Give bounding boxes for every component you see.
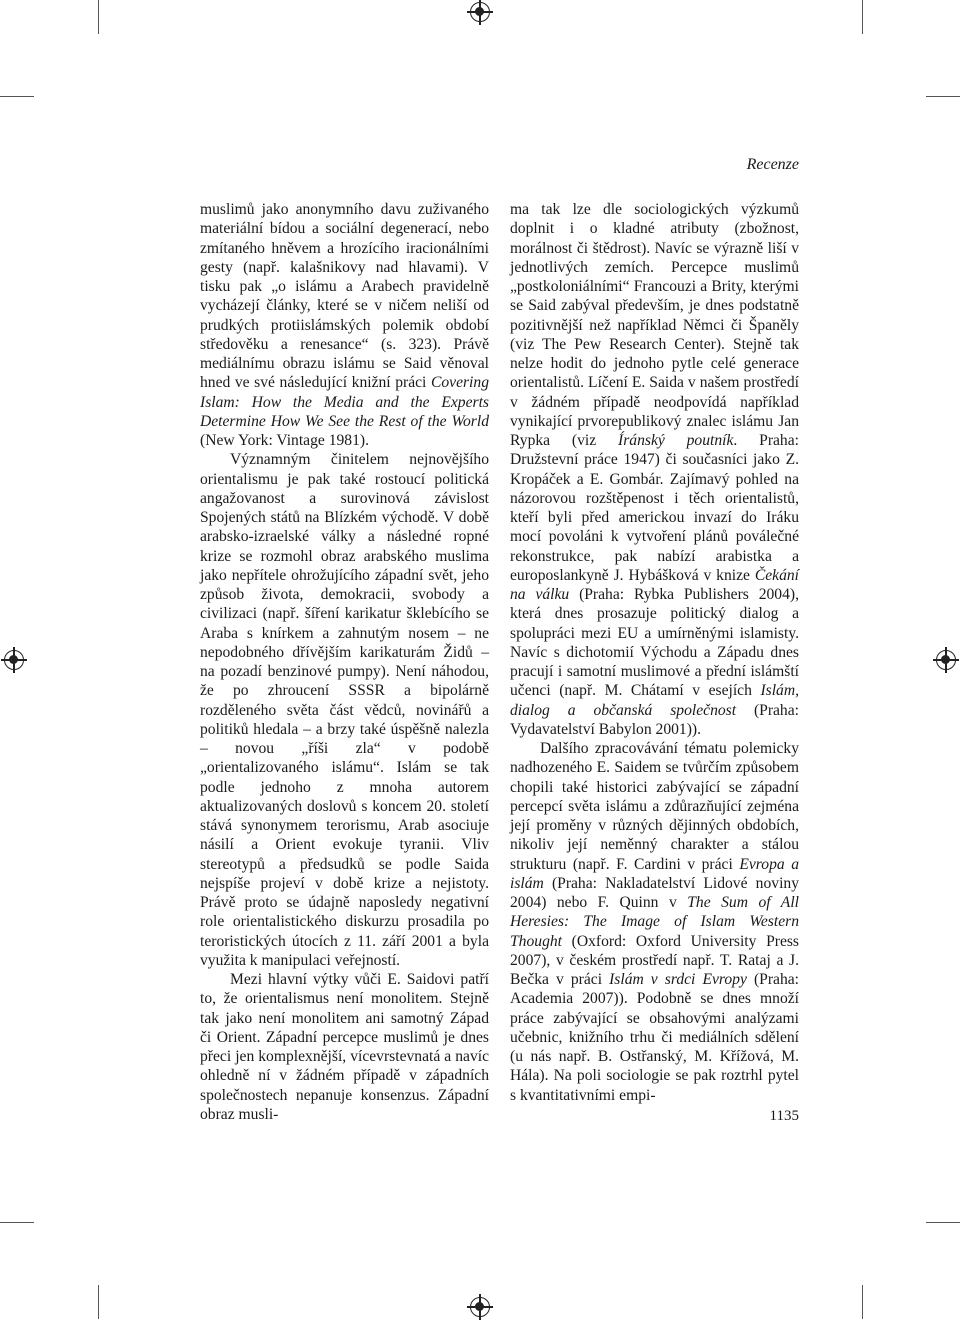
registration-mark-top-icon [470,2,490,22]
paragraph [200,200,489,450]
text-run: (Praha: Academia 2007)). Podobně se dnes množí práce zabývající se obsahovými analýzami učebnic, knižního trhu či mediálních sdělení (u nás např. B. Ostřanský, M. Křížová, M. Hála). Na poli sociologie se pak roztrhl pytel s kvantitativními empi- [510,971,799,1104]
paragraph [510,200,799,739]
crop-mark-left-bottom [0,1222,34,1223]
paragraph [200,450,489,970]
text-run: Dalšího zpracovávání tématu polemicky nadhozeného E. Saidem se tvůrčím způsobem chopili také historici zabývající se západní percepcí světa islámu a zdůrazňující zejména její proměny v různých dějinných obdobích, nikoliv její neměnný charakter a stálou strukturu (např. F. Cardini v práci [510,740,799,873]
paragraph [200,970,489,1124]
text-run: (Oxford: Oxford University Press 2007), v českém prostředí např. T. Rataj a J. Bečka v práci [510,932,799,988]
italic-title: Evropa a islám [510,855,799,892]
crop-mark-bottom-right [862,1285,863,1319]
crop-mark-right-bottom [926,1222,960,1223]
text-run: (Praha: Rybka Publishers 2004), která dnes prosazuje politický dialog a spolupráci mezi EU a umírněnými islamisty. Navíc s dichotomií Východu a Západu dnes pracují i samotní muslimové a přední islámští učenci (např. M. Chátamí v esejích [510,586,799,700]
page-number: 1135 [769,1108,799,1124]
text-run: muslimů jako anonymního davu zuživaného materiální bídou a sociální degenerací, nebo zmítaného hněvem a hrozícího iracionálními gesty (např. kalašnikovy nad hlavami). V tisku pak „o islámu a Arabech pravidelně vycházejí články, které se v ničem neliší od prudkých protiislámských polemik období středověku a renesance“ (s. 323). Právě mediálnímu obrazu islámu se Said věnoval hned ve své následující knižní práci [200,201,489,392]
registration-mark-right-icon [936,650,956,670]
italic-title: Islám v srdci Evropy [609,971,747,988]
text-run: (Praha: Nakladatelství Lidové noviny 2004) nebo F. Quinn v [510,874,799,911]
text-run: (Praha: Vydavatelství Babylon 2001)). [510,701,799,738]
running-header: Recenze [746,156,799,173]
registration-mark-left-icon [4,650,24,670]
text-run: (New York: Vintage 1981). [200,432,369,449]
crop-mark-top-left [98,0,99,34]
italic-title: Íránský poutník [618,432,734,449]
text-run: ma tak lze dle sociologických výzkumů doplnit i o kladné atributy (zbožnost, morálnost či štědrost). Navíc se výrazně liší v jednotlivých zemích. Percepce muslimů „postkoloniálními“ Francouzi a Brity, kterými se Said zabýval především, je dnes podstatně pozitivnější než například Němci či Španěly (viz The Pew Research Center). Stejně tak nelze hodit do jednoho pytle celé generace orientalistů. Líčení E. Saida v našem prostředí v žádném případě neodpovídá například vynikající prvorepublikový znalec islámu Jan Rypka (viz [510,201,799,449]
italic-title: Čekání na válku [510,566,799,603]
registration-mark-bottom-icon [470,1297,490,1317]
crop-mark-left-top [0,96,34,97]
italic-title: Islám, dialog a občanská společnost [510,682,799,719]
italic-title: The Sum of All Heresies: The Image of Islam Western Thought [510,894,799,950]
text-run: Významným činitelem nejnovějšího orientalismu je pak také rostoucí politická angažovanost a surovinová závislost Spojených států na Blízkém východě. V době arabsko-izraelské války a následné ropné krize se rozmohl obraz arabského muslima jako nepřítele ohrožujícího západní svět, jeho způsob života, demokracii, svobody a civilizaci (např. šíření karikatur šklebícího se Araba s knírkem a zahnutým nosem – ne nepodobného dřívějším karikaturám Židů – na pozadí benzinové pumpy). Není náhodou, že po zhroucení SSSR a bipolárně rozděleného světa část vědců, novinářů a politiků hledala – a brzy také úspěšně nalezla – novou „říši zla“ v podobě „orientalizovaného islámu“. Islám se tak podle jednoho z mnoha autorem aktualizovaných doslovů s koncem 20. století stává synonymem terorismu, Arab asociuje násilí a Orient evokuje tyranii. Vliv stereotypů a předsudků se podle Saida nejspíše projeví v době krize a nejistoty. Právě proto se údajně naposledy negativní role orientalistického diskurzu prosadila po teroristických útocích z 11. září 2001 a byla využita k manipulaci veřejností. [200,451,489,969]
text-column-left [200,200,489,1124]
italic-title: Covering Islam: How the Media and the Experts Determine How We See the Rest of the World [200,374,489,430]
text-run: . Praha: Družstevní práce 1947) či současníci jako Z. Kropáček a E. Gombár. Zajímavý pohled na názorovou rozštěpenost i těch orientalistů, kteří byli před americkou invazí do Iráku mocí povoláni k vytvoření plánů poválečné rekonstrukce, pak nabízí arabistka a europoslankyně J. Hybášková v knize [510,432,799,584]
paragraph [510,739,799,1105]
text-column-right [510,200,799,1105]
text-run: Mezi hlavní výtky vůči E. Saidovi patří to, že orientalismus není monolitem. Stejně tak jako není monolitem ani samotný Západ či Orient. Západní percepce muslimů je dnes přeci jen komplexnější, vícevrstevnatá a navíc ohledně ní v žádném případě v západních společnostech nepanuje konsenzus. Západní obraz musli- [200,971,489,1123]
crop-mark-bottom-left [98,1285,99,1319]
crop-mark-top-right [862,0,863,34]
crop-mark-right-top [926,96,960,97]
